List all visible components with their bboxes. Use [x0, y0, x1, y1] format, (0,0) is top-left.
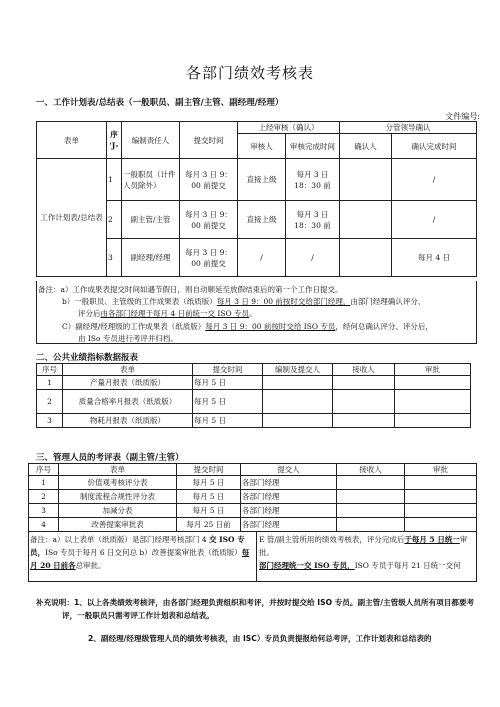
note-c-line2: 由 ISo 专员进行考评并归档。 — [78, 334, 178, 343]
row-reviewer: 直接上级 — [238, 201, 286, 239]
note-c-confirm: ，经何总确认评分、评分后， — [335, 322, 433, 331]
header-editor: 编制责任人 — [122, 122, 180, 159]
row-confirmer — [340, 159, 392, 201]
row-receiver — [337, 504, 405, 518]
row-seq: 1 — [37, 376, 63, 390]
row-review-done: 每月 3 日 18：30 前 — [286, 159, 340, 201]
note-c-deadline: 每月 3 日 9：00 前按时交给 ISO 专员 — [205, 322, 336, 331]
row-submitter: 各部门经理 — [241, 518, 337, 532]
header-confirmer: 确认人 — [340, 134, 392, 159]
row-confirm-done: 每月 4 日 — [392, 239, 477, 277]
note-right-text: E 管/副主管所用的绩效考核表，评分完成后 — [259, 535, 405, 544]
row-submitter: 各部门经理 — [241, 504, 337, 518]
header-seq: 序 'J- — [107, 122, 122, 159]
row-receiver — [337, 490, 405, 504]
row-form: 质量合格率月报表（纸质版） — [63, 390, 193, 414]
row-confirmer — [340, 239, 392, 277]
row-confirmer — [340, 201, 392, 239]
row-editor: 一般职员（计件人员除外） — [122, 159, 180, 201]
row-submitter — [263, 414, 333, 428]
form-name-cell: 工作计划表/总结表 — [37, 159, 107, 277]
row-seq: 1 — [107, 159, 122, 201]
note-left-deadline: 每月 20 日前各 — [30, 548, 250, 570]
note-b-end: 。 — [249, 309, 257, 318]
header-approval: 审批 — [405, 464, 477, 476]
page-title: 各部门绩效考核表 — [185, 64, 314, 82]
header-submit-time: 提交时间 — [180, 122, 238, 159]
row-form: 改善提案审批表 — [59, 518, 177, 532]
row-editor: 副主管/主管 — [122, 201, 180, 239]
row-submitter: 各部门经理 — [241, 490, 337, 504]
note-right-deadline: 于每月 5 日统一 — [404, 535, 460, 544]
row-submitter — [263, 376, 333, 390]
header-leader-confirm: 分管领导确认 — [340, 122, 477, 134]
note-c-text: C）副经理/经理级的工作成果表（纸质版） — [62, 322, 206, 331]
note-left-form: 审批表（纸质版） — [181, 548, 242, 557]
row-seq: 3 — [29, 504, 59, 518]
row-approval — [405, 518, 477, 532]
row-form: 价值观考核评分表 — [59, 476, 177, 490]
row-reviewer: 直接上级 — [238, 159, 286, 201]
section3-note-left — [30, 533, 254, 572]
note-right-end: ISO 专员于每月 21 日统一交何 — [354, 561, 461, 570]
row-approval — [405, 490, 477, 504]
header-receiver: 接收人 — [337, 464, 405, 476]
note-left-mid: ISo 专员于每月 6 日交何总 b）改善提案 — [45, 548, 182, 557]
row-confirm-done: / — [392, 201, 477, 239]
row-approval — [405, 476, 477, 490]
note-left-text: 备注：a）以上表单（纸质版）是部门经理考核部门 4 — [30, 535, 210, 544]
header-reviewer: 审核人 — [238, 134, 286, 159]
row-form: 加减分表 — [59, 504, 177, 518]
row-submit: 每月 5 日 — [193, 414, 263, 428]
note-b-handover: 由各部门经理于每月 4 日前统一交 ISO 专员 — [100, 309, 250, 318]
header-receiver: 接收人 — [333, 364, 395, 376]
note-b-after: 评分后 — [78, 309, 101, 318]
row-seq: 2 — [107, 201, 122, 239]
header-confirm-done: 确认完成时间 — [392, 134, 477, 159]
section1-heading: 一、工作计划表/总结表（一般职员、副主管/主管、副经理/经理） — [36, 98, 284, 108]
row-seq: 4 — [29, 518, 59, 532]
section3-notes-divider — [256, 531, 257, 581]
note-b-line2 — [78, 308, 257, 320]
work-plan-table — [36, 121, 477, 277]
row-seq: 2 — [29, 490, 59, 504]
doc-number-label: 文件编号: — [445, 112, 480, 121]
supplement-line1: 补充说明：1、以上各类绩效考核评，由各部门经理负责组织和考评，并按时提交给 ISO 专员。副主管/主管级人员所有项目都要考评，一般职员只需考评工作计划表和总结表。 — [36, 598, 475, 620]
row-approval — [395, 376, 471, 390]
row-seq: 3 — [107, 239, 122, 277]
section3-note-right — [259, 533, 473, 572]
header-seq: 序号 — [37, 364, 63, 376]
row-receiver — [337, 518, 405, 532]
row-review-done: / — [286, 239, 340, 277]
note-right-approval: 审批。 — [259, 535, 468, 557]
note-b-confirm: 由部门经理确认评分、 — [350, 297, 426, 306]
row-form: 物耗月报表（纸质版） — [63, 414, 193, 428]
note-left-end: 总审批。 — [75, 561, 106, 570]
header-seq: 序号 — [29, 464, 59, 476]
header-editor-submitter: 编制及提交人 — [263, 364, 333, 376]
row-approval — [405, 504, 477, 518]
header-submit-time: 提交时间 — [177, 464, 241, 476]
section2-heading: 二、公共业绩指标数据报表 — [36, 353, 139, 363]
row-submit: 每月 5 日 — [177, 476, 241, 490]
header-approval: 审批 — [395, 364, 471, 376]
supplement-line2: 2、副经理/经理级管理人员的绩效考核表，由 ISC）专员负责提报给何总考评，工作计划表和总结表的 — [88, 634, 432, 643]
row-receiver — [333, 414, 395, 428]
header-submit-time: 提交时间 — [193, 364, 263, 376]
row-receiver — [337, 476, 405, 490]
row-submitter — [263, 390, 333, 414]
row-review-done: 每月 3 日 18：30 前 — [286, 201, 340, 239]
row-submit: 每月 5 日 — [193, 376, 263, 390]
row-submit: 每月 3 日 9：00 前提交 — [180, 159, 238, 201]
header-form: 表单 — [37, 122, 107, 159]
header-form: 表单 — [63, 364, 193, 376]
row-form: 产量月报表（纸质版） — [63, 376, 193, 390]
header-submitter: 提交人 — [241, 464, 337, 476]
note-a: 备注：a）工作成果表提交时间如遇节假日，则自动顺延至放假结束后的第一个工作日提交。 — [38, 285, 343, 294]
row-reviewer: / — [238, 239, 286, 277]
row-receiver — [333, 390, 395, 414]
note-b-line1 — [62, 296, 425, 308]
note-c-line1 — [62, 321, 433, 333]
row-approval — [395, 390, 471, 414]
row-submit: 每月 25 日前 — [177, 518, 241, 532]
row-submit: 每月 3 日 9：00 前提交 — [180, 239, 238, 277]
row-confirm-done: / — [392, 159, 477, 201]
row-receiver — [333, 376, 395, 390]
row-seq: 1 — [29, 476, 59, 490]
row-approval — [395, 414, 471, 428]
row-seq: 2 — [37, 390, 63, 414]
row-submitter: 各部门经理 — [241, 476, 337, 490]
section3-heading: 三、管理人员的考评表（副主管/主管） — [36, 453, 184, 463]
row-form: 制度流程合规性评分表 — [59, 490, 177, 504]
performance-data-table — [36, 363, 471, 428]
row-submit: 每月 5 日 — [177, 504, 241, 518]
header-upper-review: 上经审核（确认） — [238, 122, 340, 134]
row-editor: 副经理/经理 — [122, 239, 180, 277]
note-left-iso: 交 ISO 专员， — [30, 535, 245, 557]
row-submit: 每月 5 日 — [177, 490, 241, 504]
note-right-iso: 部门经理统一交 ISO 专员， — [259, 561, 355, 570]
row-submit: 每月 3 日 9：00 前提交 — [180, 201, 238, 239]
header-form: 表单 — [59, 464, 177, 476]
manager-evaluation-table — [28, 463, 477, 532]
note-b-text: b）一般职员、主管级的工作成果表（纸质版） — [62, 297, 217, 306]
row-seq: 3 — [37, 414, 63, 428]
header-review-done: 审核完成时间 — [286, 134, 340, 159]
row-submit: 每月 5 日 — [193, 390, 263, 414]
note-b-deadline: 每月 3 日 9：00 前按时交给部门经理， — [216, 297, 351, 306]
